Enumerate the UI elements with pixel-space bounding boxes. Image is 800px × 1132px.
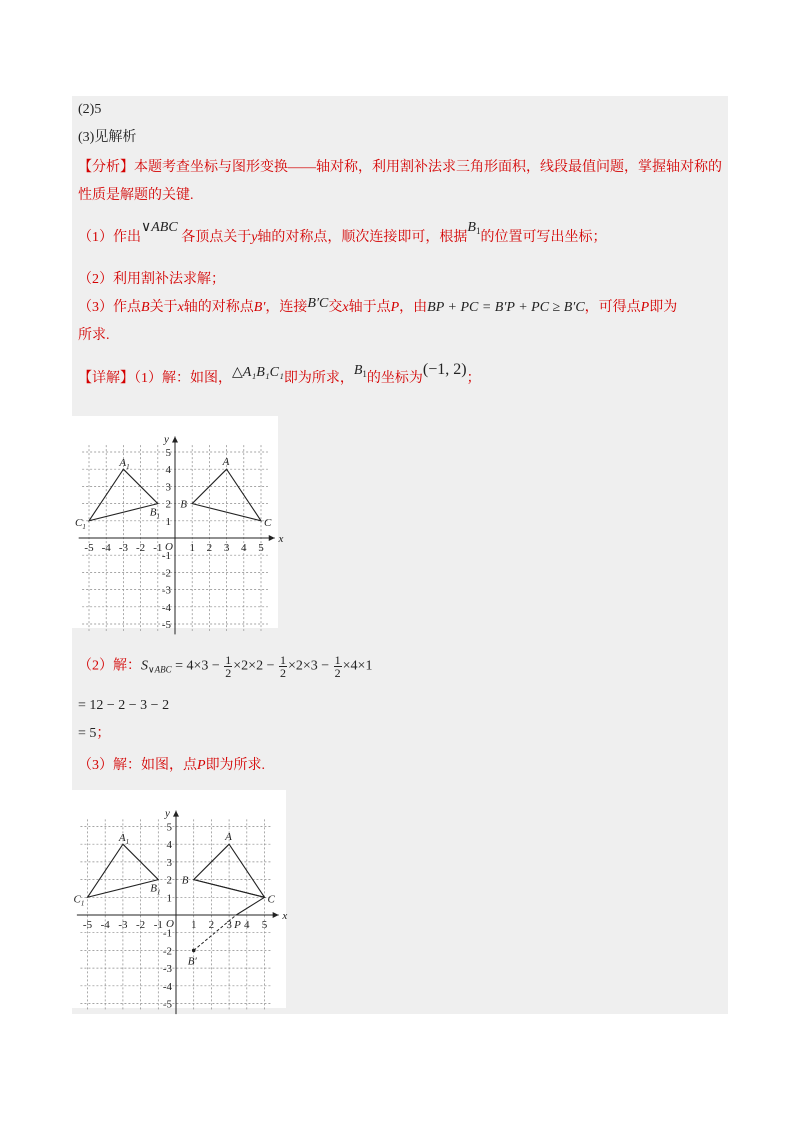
y-axis-arrow bbox=[173, 811, 179, 817]
x-tick-label: -2 bbox=[136, 542, 146, 554]
y-axis-label: y bbox=[165, 807, 170, 820]
x-tick-label: -1 bbox=[153, 919, 163, 931]
y-tick-label: 2 bbox=[165, 498, 171, 511]
x-tick-label: 1 bbox=[190, 919, 197, 931]
area-calculation: （2）解：$S_{\vee ABC} = 4\times 3$ − $\frac{1}{2}$ ×2×2 − $\frac{1}{2}$ ×2×3 − $\frac{1}{2}$ ×4×1 bbox=[78, 653, 373, 680]
x-tick-label: -4 bbox=[100, 919, 110, 931]
detail-tag: 【详解】 bbox=[78, 371, 134, 386]
x-tick-label: -3 bbox=[118, 542, 128, 554]
answer-2: (2)5 bbox=[78, 102, 102, 117]
label-c1: $C_1$ bbox=[73, 893, 85, 908]
label-b1-subscript: 1 bbox=[156, 512, 161, 521]
figure-2 bbox=[72, 790, 288, 1011]
y-tick-label: 1 bbox=[165, 515, 171, 528]
label-b1: $B_1$ bbox=[150, 882, 161, 897]
origin-label: O bbox=[165, 541, 173, 553]
x-tick-label: -1 bbox=[153, 542, 163, 554]
y-tick-label: -3 bbox=[162, 963, 172, 976]
area-step-3: = 5； bbox=[78, 726, 111, 741]
label-c1-subscript: 1 bbox=[80, 899, 85, 908]
x-tick-label: -2 bbox=[136, 919, 146, 931]
y-tick-label: -5 bbox=[161, 619, 171, 631]
y-tick-label: 5 bbox=[166, 821, 172, 834]
fraction-half-3: $\frac{1}{2}$ bbox=[334, 653, 341, 680]
fraction-half-1: $\frac{1}{2}$ bbox=[225, 653, 232, 680]
y-tick-label: -4 bbox=[161, 601, 171, 614]
x-tick-label: 4 bbox=[241, 542, 247, 554]
label-a: A bbox=[222, 456, 230, 469]
label-b: B bbox=[180, 498, 187, 511]
label-c1: $C_1$ bbox=[75, 516, 86, 531]
point-2: （2）利用割补法求解； bbox=[78, 272, 225, 287]
label-a1: $A_1$ bbox=[119, 457, 130, 472]
area-step-2: = 12 − 2 − 3 − 2 bbox=[78, 698, 170, 713]
label-a1-subscript: 1 bbox=[126, 463, 130, 472]
y-tick-label: 3 bbox=[165, 481, 171, 494]
y-axis-arrow bbox=[172, 437, 178, 443]
y-tick-label: -2 bbox=[162, 945, 172, 958]
label-b1-subscript: 1 bbox=[157, 888, 161, 897]
x-tick-label: 1 bbox=[189, 542, 195, 554]
point-3-solution: （3）解：如图，点P即为所求. bbox=[78, 758, 266, 773]
y-tick-label: -5 bbox=[162, 998, 172, 1011]
x-tick-label: -3 bbox=[118, 919, 128, 931]
point-b-prime bbox=[192, 949, 196, 953]
x-axis-arrow bbox=[273, 912, 279, 918]
x-tick-label: 3 bbox=[226, 919, 232, 931]
point-3-line-2: 所求. bbox=[78, 328, 110, 343]
label-b-prime: B′ bbox=[187, 955, 197, 968]
x-tick-label: 5 bbox=[258, 542, 264, 554]
x-tick-label: 2 bbox=[208, 919, 215, 931]
detail-line-1: 【详解】（1）解：如图，△A₁B₁C₁即为所求，$B^1$的坐标为(−1, 2)； bbox=[78, 361, 481, 386]
y-tick-label: 4 bbox=[165, 464, 171, 477]
y-tick-label: -3 bbox=[161, 584, 171, 597]
x-tick-label: -5 bbox=[84, 542, 94, 554]
y-tick-label: -1 bbox=[161, 550, 171, 563]
label-b: B bbox=[181, 874, 189, 887]
label-c: C bbox=[264, 516, 272, 529]
y-tick-label: 3 bbox=[166, 856, 172, 869]
x-axis-arrow bbox=[269, 535, 275, 541]
x-tick-label: 4 bbox=[244, 919, 250, 931]
coordinate-figure-1 bbox=[72, 416, 284, 631]
label-a1-subscript: 1 bbox=[125, 838, 130, 847]
y-tick-label: 1 bbox=[166, 892, 172, 905]
analysis-line-2: 性质是解题的关键. bbox=[78, 188, 194, 203]
label-a: A bbox=[225, 831, 232, 844]
y-tick-label: -1 bbox=[162, 927, 172, 940]
label-c: C bbox=[267, 893, 275, 906]
label-c1-subscript: 1 bbox=[82, 522, 86, 531]
point-1: （1）作出∨ABC 各顶点关于y轴的对称点，顺次连接即可，根据$B^1$的位置可写出坐标； bbox=[78, 220, 607, 245]
coordinate-figure-2 bbox=[72, 790, 288, 1011]
y-tick-label: -4 bbox=[162, 980, 172, 993]
x-tick-label: -4 bbox=[101, 542, 111, 554]
y-tick-label: 5 bbox=[165, 447, 171, 459]
label-a1: $A_1$ bbox=[118, 832, 130, 847]
x-tick-label: 2 bbox=[206, 542, 213, 554]
x-tick-label: -5 bbox=[82, 919, 93, 931]
y-axis-label: y bbox=[164, 433, 169, 446]
segment-pc bbox=[236, 897, 264, 915]
origin-label: O bbox=[166, 918, 174, 930]
analysis-line-1: 【分析】本题考查坐标与图形变换——轴对称，利用割补法求三角形面积，线段最值问题，掌握轴对称的 bbox=[78, 160, 722, 175]
y-tick-label: 4 bbox=[166, 839, 172, 852]
analysis-tag: 【分析】 bbox=[78, 160, 134, 175]
answer-3: (3)见解析 bbox=[78, 130, 137, 145]
point-3-line-1: （3）作点B关于x轴的对称点B′，连接B′C交x轴于点P，由BP + PC = B′P + PC ≥ B′C，可得点P即为 bbox=[78, 296, 678, 315]
label-b1: $B_1$ bbox=[149, 506, 161, 521]
y-tick-label: -2 bbox=[161, 567, 171, 580]
x-axis-label: x bbox=[282, 910, 288, 922]
x-axis-label: x bbox=[278, 533, 284, 545]
x-tick-label: 3 bbox=[223, 542, 230, 554]
fraction-half-2: $\frac{1}{2}$ bbox=[279, 653, 286, 680]
label-p: P bbox=[234, 919, 241, 931]
y-tick-label: 2 bbox=[166, 874, 172, 887]
x-tick-label: 5 bbox=[261, 919, 268, 931]
figure-1 bbox=[72, 416, 284, 631]
